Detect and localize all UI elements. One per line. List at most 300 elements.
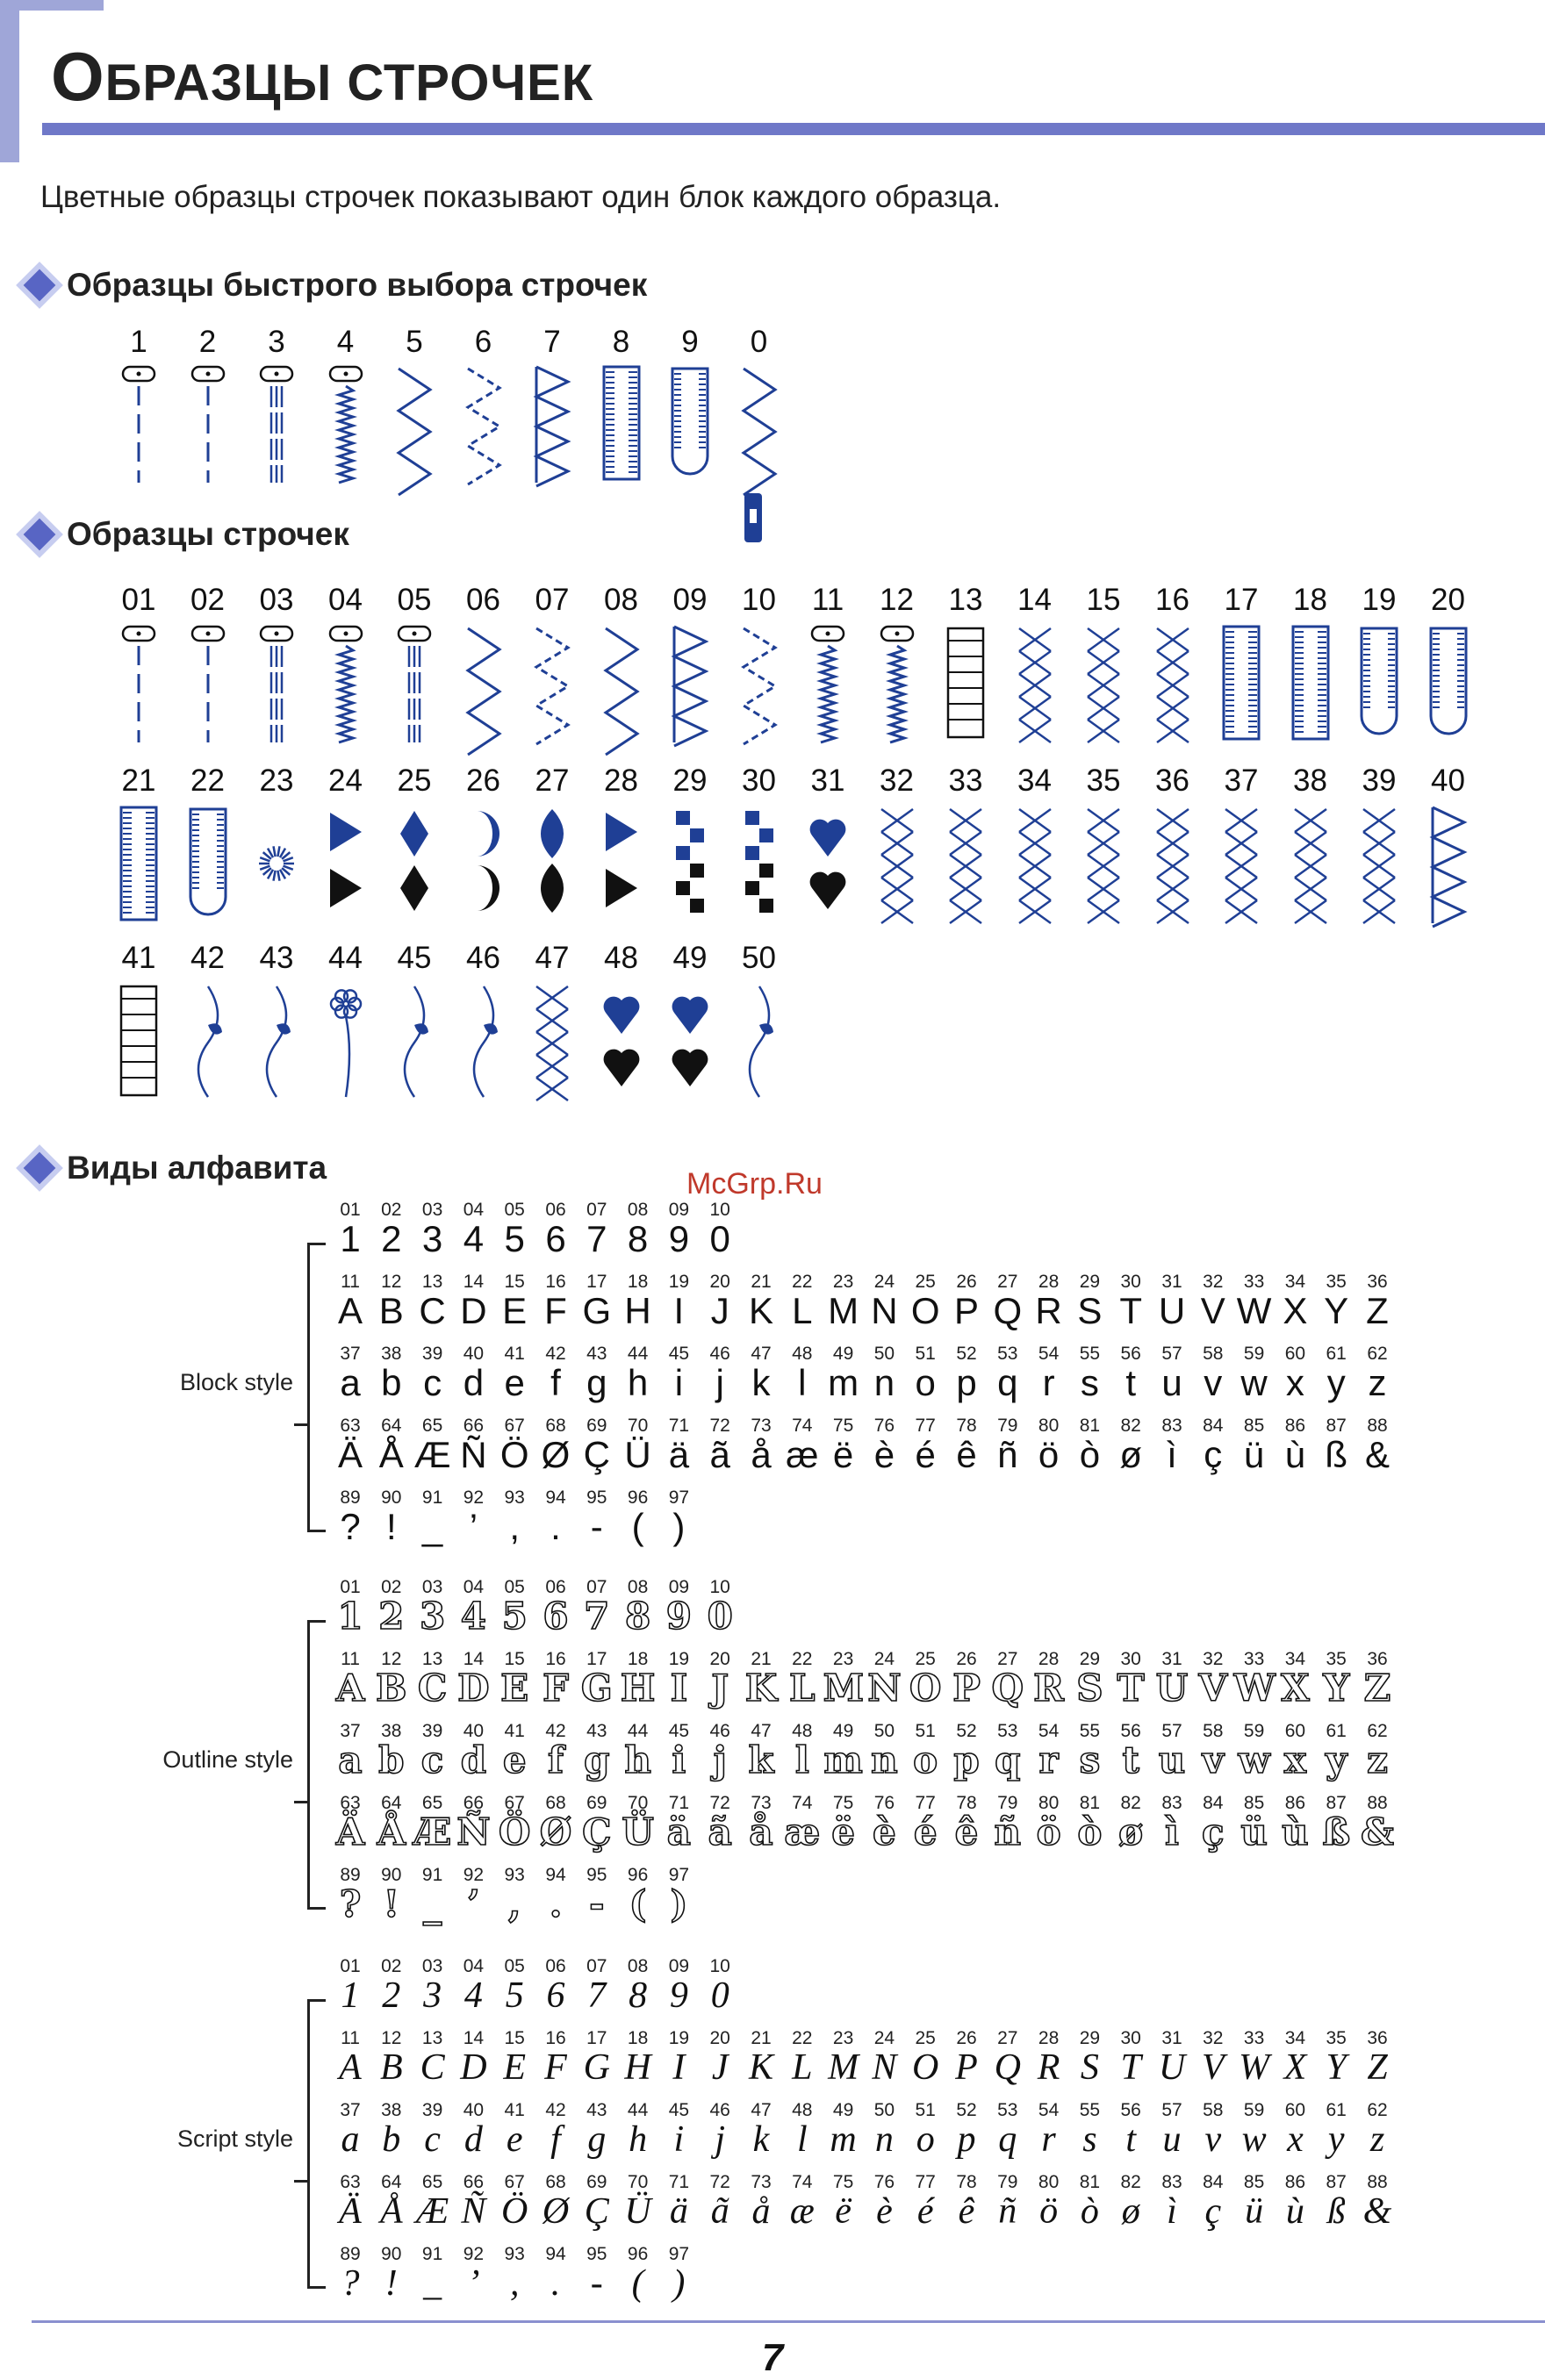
alphabet-cell-number: 19 — [668, 1649, 690, 1669]
alphabet-cell-number: 91 — [421, 1865, 443, 1885]
alphabet-cell-number: 65 — [421, 2172, 443, 2192]
alphabet-cell-glyph: k — [748, 1738, 774, 1781]
stitch-pattern-icon — [187, 981, 229, 1100]
alphabet-cell-number: 55 — [1079, 1344, 1101, 1364]
alphabet-cell-glyph: 7 — [586, 1218, 607, 1259]
alphabet-cell-glyph: K — [748, 2047, 773, 2088]
alphabet-cell-glyph: z — [1369, 2119, 1385, 2160]
alphabet-cell — [577, 2245, 617, 2303]
alphabet-cell-glyph: I — [672, 2047, 686, 2088]
alphabet-cell — [1357, 2029, 1398, 2087]
alphabet-cell-glyph: F — [544, 1290, 567, 1331]
alphabet-cell-glyph: Ø — [542, 2191, 570, 2232]
alphabet-cell-glyph: ã — [708, 1810, 732, 1853]
alphabet-cell-glyph: Q — [991, 1667, 1024, 1710]
stitch-number: 28 — [604, 763, 638, 798]
alphabet-cell — [988, 1794, 1028, 1852]
alphabet-cell-glyph: J — [711, 1667, 729, 1710]
alphabet-cell-number: 15 — [504, 1272, 525, 1292]
alphabet-cell — [330, 1272, 370, 1330]
alphabet-cell-glyph: 8 — [624, 1595, 651, 1638]
alphabet-cell-number: 32 — [1203, 1649, 1224, 1669]
alphabet-style-label: Script style — [176, 2126, 293, 2152]
alphabet-cell-number: 62 — [1367, 1721, 1388, 1741]
section-stitches-heading — [19, 516, 349, 553]
alphabet-cell — [823, 1722, 864, 1780]
stitch-pattern-icon — [325, 623, 367, 742]
alphabet-cell-number: 54 — [1038, 2100, 1060, 2120]
alphabet-cell-glyph: , — [507, 1882, 521, 1925]
alphabet-cell-glyph: - — [590, 1506, 603, 1547]
diamond-bullet-icon — [24, 269, 56, 302]
alphabet-cell-glyph: Ü — [624, 2191, 651, 2232]
alphabet-cell — [1234, 1722, 1275, 1780]
alphabet-cell-glyph: X — [1281, 1667, 1310, 1710]
alphabet-cell-glyph: C — [420, 2047, 445, 2088]
alphabet-cell-glyph: é — [913, 1810, 938, 1853]
alphabet-cell-glyph: _ — [423, 1882, 442, 1925]
alphabet-cell — [741, 1722, 781, 1780]
alphabet-cell-glyph: q — [995, 1738, 1021, 1781]
alphabet-cell-number: 83 — [1161, 2172, 1182, 2192]
alphabet-cell-glyph: é — [915, 1434, 936, 1475]
alphabet-cell — [413, 2245, 453, 2303]
alphabet-cell — [413, 1344, 453, 1402]
alphabet-cell — [577, 1578, 617, 1636]
alphabet-cell-number: 35 — [1326, 1272, 1347, 1292]
alphabet-cell-glyph: 6 — [546, 1975, 565, 2016]
alphabet-cell — [371, 1416, 412, 1474]
alphabet-cell — [453, 2101, 493, 2159]
alphabet-cell — [413, 1794, 453, 1852]
alphabet-cell — [658, 1272, 699, 1330]
alphabet-cell-number: 63 — [340, 1793, 361, 1813]
alphabet-cell-glyph: 1 — [337, 1595, 363, 1638]
alphabet-cell-number: 93 — [504, 2244, 525, 2264]
alphabet-cell — [330, 1344, 370, 1402]
alphabet-cell-number: 07 — [586, 1577, 607, 1597]
alphabet-cell — [658, 1957, 699, 2015]
alphabet-cell — [453, 1272, 493, 1330]
stitch-number: 36 — [1155, 763, 1189, 798]
alphabet-cell — [371, 2173, 412, 2231]
stitch-pattern-icon — [1427, 804, 1470, 923]
alphabet-cell-glyph: 6 — [545, 1218, 566, 1259]
alphabet-cell-glyph: p — [956, 1362, 977, 1403]
alphabet-cell-glyph: ç — [1202, 1810, 1225, 1853]
alphabet-cell-number: 10 — [709, 1956, 730, 1976]
alphabet-cell-number: 30 — [1120, 1272, 1141, 1292]
alphabet-cell-glyph: ( — [631, 1506, 644, 1547]
alphabet-cell-number: 44 — [627, 1344, 649, 1364]
alphabet-cell-glyph: Ö — [499, 1434, 529, 1475]
alphabet-cell — [535, 1794, 576, 1852]
alphabet-cell — [330, 2029, 370, 2087]
alphabet-cell-number: 26 — [956, 1649, 977, 1669]
alphabet-cell-glyph: 5 — [504, 1218, 525, 1259]
alphabet-cell — [453, 2173, 493, 2231]
alphabet-cell-number: 47 — [751, 2100, 772, 2120]
alphabet-cell-number: 21 — [751, 1272, 772, 1292]
alphabet-cell-glyph: ç — [1204, 1434, 1223, 1475]
stitch-pattern-icon — [876, 804, 918, 923]
alphabet-cell — [413, 1866, 453, 1924]
stitch-pattern-icon — [669, 804, 711, 923]
alphabet-cell — [1316, 2029, 1356, 2087]
alphabet-cell — [1357, 2101, 1398, 2159]
alphabet-cell-glyph: H — [620, 1667, 656, 1710]
alphabet-cell — [453, 1722, 493, 1780]
alphabet-cell-glyph: ê — [956, 1434, 977, 1475]
alphabet-cell-number: 66 — [463, 1793, 485, 1813]
alphabet-cell-glyph: N — [872, 2047, 897, 2088]
stitch-number: 50 — [742, 941, 776, 975]
stitch-number: 3 — [268, 325, 285, 359]
alphabet-cell-number: 05 — [504, 1956, 525, 1976]
alphabet-cell-number: 24 — [873, 2028, 895, 2048]
stitch-number: 41 — [121, 941, 156, 975]
alphabet-cell-number: 23 — [832, 1272, 854, 1292]
alphabet-cell-glyph: o — [915, 1362, 936, 1403]
alphabet-cell-glyph: u — [1162, 2119, 1182, 2160]
alphabet-cell — [1275, 1722, 1315, 1780]
alphabet-cell-glyph: 4 — [460, 1595, 486, 1638]
stitch-pattern-icon — [876, 623, 918, 742]
alphabet-cell — [618, 1488, 658, 1546]
alphabet-cell-glyph: c — [424, 2119, 441, 2160]
alphabet-cell-glyph: r — [1042, 1362, 1055, 1403]
alphabet-cell-glyph: ä — [669, 2191, 688, 2232]
alphabet-cell — [741, 2101, 781, 2159]
alphabet-cell-glyph: ë — [835, 2191, 852, 2232]
alphabet-cell-number: 87 — [1326, 1793, 1347, 1813]
alphabet-cell — [1316, 2101, 1356, 2159]
alphabet-cell-number: 63 — [340, 2172, 361, 2192]
stitch-pattern-icon — [1152, 804, 1194, 923]
alphabet-cell-glyph: Ü — [622, 1810, 654, 1853]
alphabet-cell-number: 92 — [463, 2244, 485, 2264]
alphabet-cell-number: 67 — [504, 1416, 525, 1436]
stitch-pattern-icon — [118, 363, 160, 483]
alphabet-cell-glyph: P — [955, 2047, 978, 2088]
alphabet-cell-glyph: ’ — [467, 2263, 480, 2304]
alphabet-cell-number: 20 — [709, 2028, 730, 2048]
alphabet-cell-number: 04 — [463, 1956, 485, 1976]
alphabet-cell-glyph: N — [871, 1290, 898, 1331]
alphabet-cell — [1152, 1794, 1192, 1852]
alphabet-cell-glyph: & — [1361, 1810, 1394, 1853]
alphabet-cell-glyph: z — [1367, 1738, 1388, 1781]
alphabet-cell-number: 40 — [463, 2100, 485, 2120]
alphabet-cell-glyph: e — [506, 2119, 523, 2160]
alphabet-cell-glyph: ì — [1167, 1434, 1177, 1475]
stitch-number: 10 — [742, 583, 776, 617]
alphabet-cell — [618, 1344, 658, 1402]
alphabet-cell-glyph: 1 — [340, 1218, 361, 1259]
alphabet-cell-glyph: ö — [1039, 2191, 1059, 2232]
alphabet-cell-glyph: z — [1368, 1362, 1387, 1403]
alphabet-cell-number: 42 — [545, 2100, 566, 2120]
alphabet-cell-glyph: E — [503, 2047, 527, 2088]
alphabet-cell — [413, 2029, 453, 2087]
alphabet-cell — [494, 2245, 535, 2303]
alphabet-cell-number: 56 — [1120, 1721, 1141, 1741]
alphabet-cell-number: 01 — [340, 1956, 361, 1976]
alphabet-cell-glyph: ñ — [998, 2191, 1017, 2232]
alphabet-cell-number: 70 — [627, 1793, 649, 1813]
alphabet-cell-number: 88 — [1367, 1416, 1388, 1436]
stitch-number: 19 — [1362, 583, 1397, 617]
stitch-number: 27 — [535, 763, 570, 798]
alphabet-cell-number: 97 — [668, 1488, 690, 1508]
alphabet-cell — [1193, 1416, 1233, 1474]
alphabet-cell — [577, 1866, 617, 1924]
alphabet-cell-number: 73 — [751, 1793, 772, 1813]
alphabet-cell-glyph: n — [874, 2119, 894, 2160]
alphabet-cell — [823, 1344, 864, 1402]
alphabet-cell — [823, 2029, 864, 2087]
alphabet-cell — [782, 1722, 823, 1780]
alphabet-cell — [453, 1650, 493, 1708]
alphabet-cell-number: 01 — [340, 1200, 361, 1220]
alphabet-cell-glyph: Y — [1323, 1667, 1350, 1710]
alphabet-cell — [577, 2101, 617, 2159]
alphabet-cell-number: 12 — [381, 1272, 402, 1292]
alphabet-cell-number: 58 — [1203, 1344, 1224, 1364]
alphabet-cell-glyph: T — [1117, 1667, 1145, 1710]
stitch-pattern-icon — [531, 981, 573, 1100]
alphabet-cell — [1234, 1344, 1275, 1402]
alphabet-cell — [371, 1201, 412, 1258]
alphabet-cell-number: 40 — [463, 1344, 485, 1364]
alphabet-cell — [1110, 2173, 1151, 2231]
stitch-number: 05 — [397, 583, 432, 617]
alphabet-cell — [1110, 2029, 1151, 2087]
alphabet-cell-glyph: ( — [631, 2263, 644, 2304]
alphabet-cell — [1275, 2029, 1315, 2087]
alphabet-cell-glyph: s — [1079, 1738, 1101, 1781]
alphabet-cell-glyph: ã — [710, 2191, 729, 2232]
alphabet-cell-glyph: W — [1233, 1667, 1276, 1710]
alphabet-cell-number: 87 — [1326, 2172, 1347, 2192]
stitch-number: 6 — [474, 325, 492, 359]
alphabet-bracket — [307, 1243, 322, 1532]
alphabet-cell-number: 10 — [709, 1577, 730, 1597]
alphabet-cell-number: 38 — [381, 1721, 402, 1741]
alphabet-cell — [905, 1650, 945, 1708]
alphabet-cell-glyph: v — [1202, 1738, 1224, 1781]
alphabet-cell-number: 50 — [873, 1344, 895, 1364]
stitch-number: 14 — [1017, 583, 1052, 617]
alphabet-cell — [535, 1272, 576, 1330]
alphabet-cell — [1110, 1344, 1151, 1402]
alphabet-cell-glyph: ì — [1167, 2191, 1177, 2232]
alphabet-cell — [577, 1344, 617, 1402]
stitch-number: 26 — [466, 763, 500, 798]
stitch-number: 29 — [672, 763, 708, 798]
alphabet-cell — [700, 1201, 740, 1258]
alphabet-cell — [782, 2101, 823, 2159]
alphabet-cell-glyph: ø — [1118, 1810, 1144, 1853]
alphabet-cell — [618, 1957, 658, 2015]
alphabet-cell — [1069, 1650, 1110, 1708]
alphabet-cell-number: 95 — [586, 2244, 607, 2264]
alphabet-cell-number: 20 — [709, 1272, 730, 1292]
alphabet-cell-number: 61 — [1326, 1721, 1347, 1741]
alphabet-cell — [413, 2173, 453, 2231]
alphabet-cell-glyph: h — [624, 1738, 651, 1781]
alphabet-cell-number: 37 — [340, 1344, 361, 1364]
alphabet-cell-glyph: c — [423, 1362, 442, 1403]
page-title-first-letter: О — [51, 38, 105, 115]
alphabet-cell-glyph: f — [550, 1362, 561, 1403]
alphabet-cell-glyph: K — [744, 1667, 778, 1710]
alphabet-cell — [1316, 1794, 1356, 1852]
alphabet-cell-number: 46 — [709, 1721, 730, 1741]
alphabet-cell-glyph: i — [672, 1738, 686, 1781]
alphabet-cell — [782, 2029, 823, 2087]
alphabet-cell-number: 73 — [751, 2172, 772, 2192]
alphabet-cell — [413, 2101, 453, 2159]
alphabet-cell-number: 43 — [586, 2100, 607, 2120]
alphabet-cell — [1152, 1272, 1192, 1330]
alphabet-cell — [741, 1272, 781, 1330]
alphabet-cell-glyph: ß — [1322, 1810, 1351, 1853]
alphabet-cell — [658, 1201, 699, 1258]
alphabet-cell-number: 80 — [1038, 1793, 1060, 1813]
alphabet-cell-glyph: g — [584, 1738, 610, 1781]
alphabet-cell — [1275, 2173, 1315, 2231]
alphabet-cell — [453, 2029, 493, 2087]
alphabet-cell-number: 45 — [668, 1721, 690, 1741]
alphabet-cell-number: 84 — [1203, 2172, 1224, 2192]
alphabet-cell-glyph: y — [1325, 1738, 1347, 1781]
alphabet-cell-glyph: U — [1155, 1667, 1189, 1710]
alphabet-cell — [453, 1488, 493, 1546]
alphabet-cell — [1316, 1272, 1356, 1330]
alphabet-cell-number: 21 — [751, 1649, 772, 1669]
alphabet-cell-glyph: R — [1035, 1290, 1062, 1331]
alphabet-cell-glyph: C — [417, 1667, 448, 1710]
alphabet-cell-number: 16 — [545, 1272, 566, 1292]
alphabet-cell-glyph: Ñ — [461, 2191, 486, 2232]
diamond-bullet-icon — [24, 519, 56, 551]
alphabet-cell-number: 52 — [956, 1344, 977, 1364]
alphabet-cell-number: 64 — [381, 1793, 402, 1813]
alphabet-cell — [864, 2101, 904, 2159]
stitch-pattern-icon — [1358, 804, 1400, 923]
alphabet-cell — [577, 1957, 617, 2015]
alphabet-cell-glyph: ê — [954, 1810, 979, 1853]
alphabet-cell-number: 49 — [832, 2100, 854, 2120]
alphabet-cell — [535, 1201, 576, 1258]
alphabet-cell — [618, 2245, 658, 2303]
alphabet-cell-number: 11 — [341, 1272, 360, 1292]
stitch-number: 0 — [750, 325, 768, 359]
alphabet-cell-number: 69 — [586, 1793, 607, 1813]
alphabet-cell-glyph: G — [583, 2047, 610, 2088]
alphabet-cell — [1110, 1650, 1151, 1708]
alphabet-cell-glyph: Ö — [498, 1810, 531, 1853]
alphabet-cell-glyph: V — [1201, 2047, 1225, 2088]
alphabet-cell-glyph: L — [792, 1290, 813, 1331]
stitch-pattern-icon — [807, 623, 849, 742]
stitch-number: 5 — [406, 325, 423, 359]
alphabet-cell-number: 49 — [832, 1721, 854, 1741]
alphabet-cell — [535, 1957, 576, 2015]
alphabet-cell — [453, 1794, 493, 1852]
alphabet-cell-glyph: . — [550, 1506, 561, 1547]
stitch-number: 24 — [328, 763, 363, 798]
alphabet-cell — [1316, 1344, 1356, 1402]
alphabet-cell-number: 58 — [1203, 2100, 1224, 2120]
stitch-number: 40 — [1431, 763, 1465, 798]
alphabet-cell — [988, 1722, 1028, 1780]
alphabet-cell-number: 76 — [873, 1416, 895, 1436]
page-title-rest: БРАЗЦЫ СТРОЧЕК — [104, 54, 594, 111]
alphabet-cell — [577, 1650, 617, 1708]
alphabet-cell-glyph: P — [953, 1290, 979, 1331]
alphabet-cell-glyph: C — [419, 1290, 446, 1331]
alphabet-cell-number: 89 — [340, 2244, 361, 2264]
alphabet-cell — [494, 1344, 535, 1402]
alphabet-cell-number: 09 — [668, 1200, 690, 1220]
alphabet-cell-number: 71 — [668, 1793, 690, 1813]
alphabet-cell — [1069, 1722, 1110, 1780]
alphabet-cell-glyph: t — [1125, 2119, 1137, 2160]
alphabet-cell-glyph: & — [1362, 2191, 1392, 2232]
alphabet-cell-number: 27 — [997, 1272, 1018, 1292]
alphabet-cell-glyph: T — [1120, 2047, 1141, 2088]
alphabet-cell-number: 28 — [1038, 2028, 1060, 2048]
alphabet-cell-glyph: v — [1204, 1362, 1223, 1403]
alphabet-cell — [453, 1957, 493, 2015]
alphabet-cell — [1234, 1650, 1275, 1708]
alphabet-cell-glyph: y — [1327, 2119, 1345, 2160]
alphabet-cell-glyph: ã — [709, 1434, 730, 1475]
alphabet-cell-number: 94 — [545, 1488, 566, 1508]
alphabet-cell-glyph: r — [1041, 2119, 1056, 2160]
alphabet-cell-glyph: Æ — [413, 1810, 452, 1853]
alphabet-cell-glyph: ò — [1079, 1434, 1101, 1475]
alphabet-cell — [823, 2173, 864, 2231]
alphabet-cell — [1193, 1650, 1233, 1708]
alphabet-cell-number: 76 — [873, 1793, 895, 1813]
alphabet-cell-number: 88 — [1367, 1793, 1388, 1813]
alphabet-cell-glyph: F — [544, 2047, 567, 2088]
header-side-bar — [0, 0, 19, 162]
alphabet-cell-glyph: ( — [629, 1882, 647, 1925]
alphabet-cell-glyph: f — [547, 1738, 564, 1781]
alphabet-cell-glyph: ñ — [994, 1810, 1022, 1853]
alphabet-cell-number: 83 — [1161, 1793, 1182, 1813]
alphabet-cell-glyph: P — [952, 1667, 981, 1710]
alphabet-cell-number: 42 — [545, 1344, 566, 1364]
alphabet-cell — [1029, 2101, 1069, 2159]
alphabet-cell-number: 68 — [545, 1416, 566, 1436]
alphabet-cell — [1069, 1794, 1110, 1852]
alphabet-cell-number: 87 — [1326, 1416, 1347, 1436]
alphabet-cell — [782, 1416, 823, 1474]
alphabet-cell — [494, 2173, 535, 2231]
stitch-number: 7 — [543, 325, 561, 359]
alphabet-cell — [658, 1344, 699, 1402]
alphabet-cell-number: 91 — [421, 1488, 443, 1508]
alphabet-cell-glyph: l — [798, 1362, 807, 1403]
alphabet-cell-glyph: D — [457, 1667, 490, 1710]
alphabet-cell-glyph: å — [751, 2191, 771, 2232]
alphabet-cell — [905, 1272, 945, 1330]
